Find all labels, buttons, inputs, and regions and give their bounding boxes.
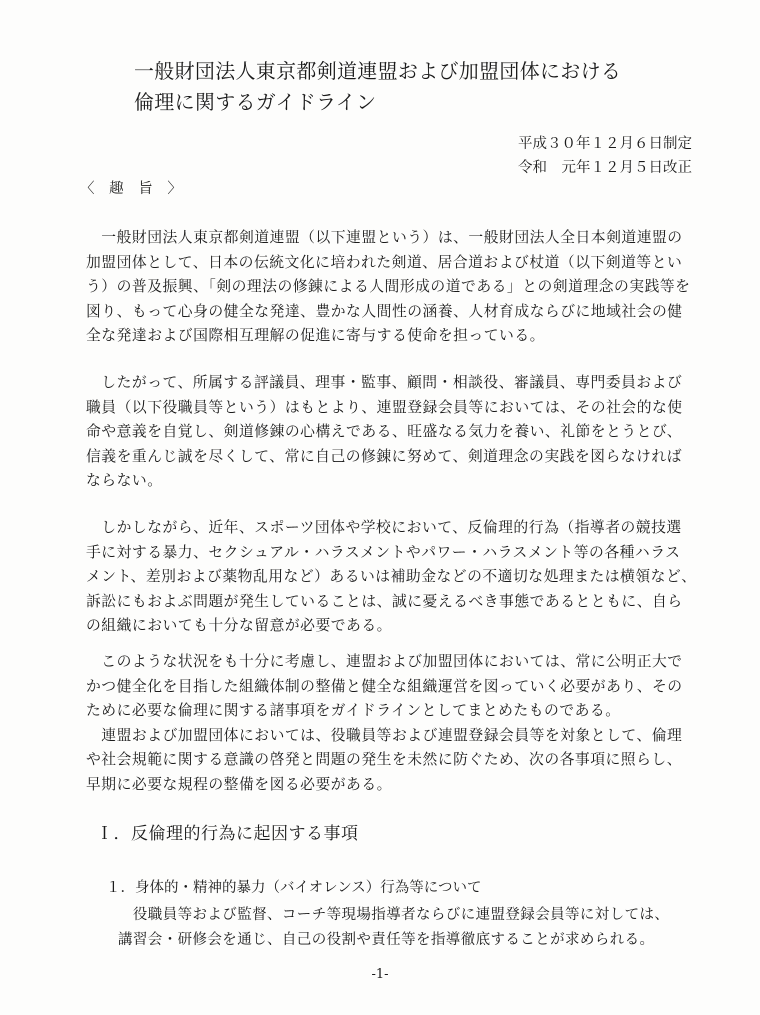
section-heading-1: Ｉ．反倫理的行為に起因する事項 <box>96 824 359 844</box>
paragraph-line: 全な発達および国際相互理解の促進に寄与する使命を担っている。 <box>86 327 545 345</box>
document-title <box>134 56 621 118</box>
paragraph-line: 手に対する暴力、セクシュアル・ハラスメントやパワー・ハラスメント等の各種ハラス <box>86 543 681 561</box>
subsection-line: 講習会・研修会を通じ、自己の役割や責任等を指導徹底することが求められる。 <box>118 932 655 948</box>
paragraph-1 <box>86 226 692 349</box>
paragraph-line: このような状況をも十分に考慮し、連盟および加盟団体においては、常に公明正大で <box>86 653 683 670</box>
paragraph-line: 連盟および加盟団体においては、役職員等および連盟登録会員等を対象として、倫理 <box>86 726 683 744</box>
subsection-body <box>118 903 669 953</box>
paragraph-line: メント、差別および薬物乱用など）あるいは補助金などの不適切な処理または横領など、 <box>86 568 697 586</box>
established-date: 平成３０年１２月６日制定 <box>518 136 692 152</box>
paragraph-line: しかしながら、近年、スポーツ団体や学校において、反倫理的行為（指導者の競技選 <box>86 519 682 536</box>
title-line-2: 倫理に関するガイドライン <box>134 90 377 114</box>
section-label-purpose: 〈 趣 旨 〉 <box>80 181 187 197</box>
document-dates <box>518 132 692 180</box>
paragraph-3 <box>86 516 697 639</box>
paragraph-line: や社会規範に関する意識の啓発と問題の発生を未然に防ぐため、次の各事項に照らし、 <box>86 751 682 769</box>
paragraph-line: の組織においても十分な留意が必要である。 <box>86 617 392 635</box>
paragraph-line: 訴訟にもおよぶ問題が発生していることは、誠に憂えるべき事態であるとともに、自ら <box>86 592 683 610</box>
paragraph-line: 一般財団法人東京都剣道連盟（以下連盟という）は、一般財団法人全日本剣道連盟の <box>86 229 683 246</box>
page-number: -1- <box>371 967 389 982</box>
paragraph-line: 命や意義を自覚し、剣道修錬の心構えである、旺盛なる気力を養い、礼節をとうとび、 <box>86 423 682 441</box>
paragraph-line: したがって、所属する評議員、理事・監事、顧問・相談役、審議員、専門委員および <box>86 374 683 391</box>
paragraph-line: 職員（以下役職員等という）はもとより、連盟登録会員等においては、その社会的な使 <box>86 398 683 416</box>
subsection-heading-1: １．身体的・精神的暴力（バイオレンス）行為等について <box>106 880 482 896</box>
paragraph-line: 信義を重んじ誠を尽くして、常に自己の修錬に努めて、剣道理念の実践を図らなければ <box>86 447 682 465</box>
paragraph-2 <box>86 371 692 494</box>
revised-date: 令和 元年１２月５日改正 <box>518 160 692 176</box>
subsection-line: 役職員等および監督、コーチ等現場指導者ならびに連盟登録会員等に対しては、 <box>118 907 670 923</box>
title-line-1: 一般財団法人東京都剣道連盟および加盟団体における <box>134 59 622 83</box>
paragraph-line: 早期に必要な規程の整備を図る必要がある。 <box>86 775 392 793</box>
paragraph-line: ならない。 <box>86 472 163 490</box>
paragraph-4 <box>86 650 692 798</box>
paragraph-line: かつ健全化を目指した組織体制の整備と健全な組織運営を図っていく必要があり、その <box>86 677 683 695</box>
paragraph-line: 図り、もって心身の健全な発達、豊かな人間性の涵養、人材育成ならびに地域社会の健 <box>86 302 683 320</box>
paragraph-line: う）の普及振興、「剣の理法の修錬による人間形成の道である」との剣道理念の実践等を <box>86 278 691 296</box>
paragraph-line: 加盟団体として、日本の伝統文化に培われた剣道、居合道および杖道（以下剣道等とい <box>86 253 683 271</box>
paragraph-line: ために必要な倫理に関する諸事項をガイドラインとしてまとめたものである。 <box>86 702 621 720</box>
